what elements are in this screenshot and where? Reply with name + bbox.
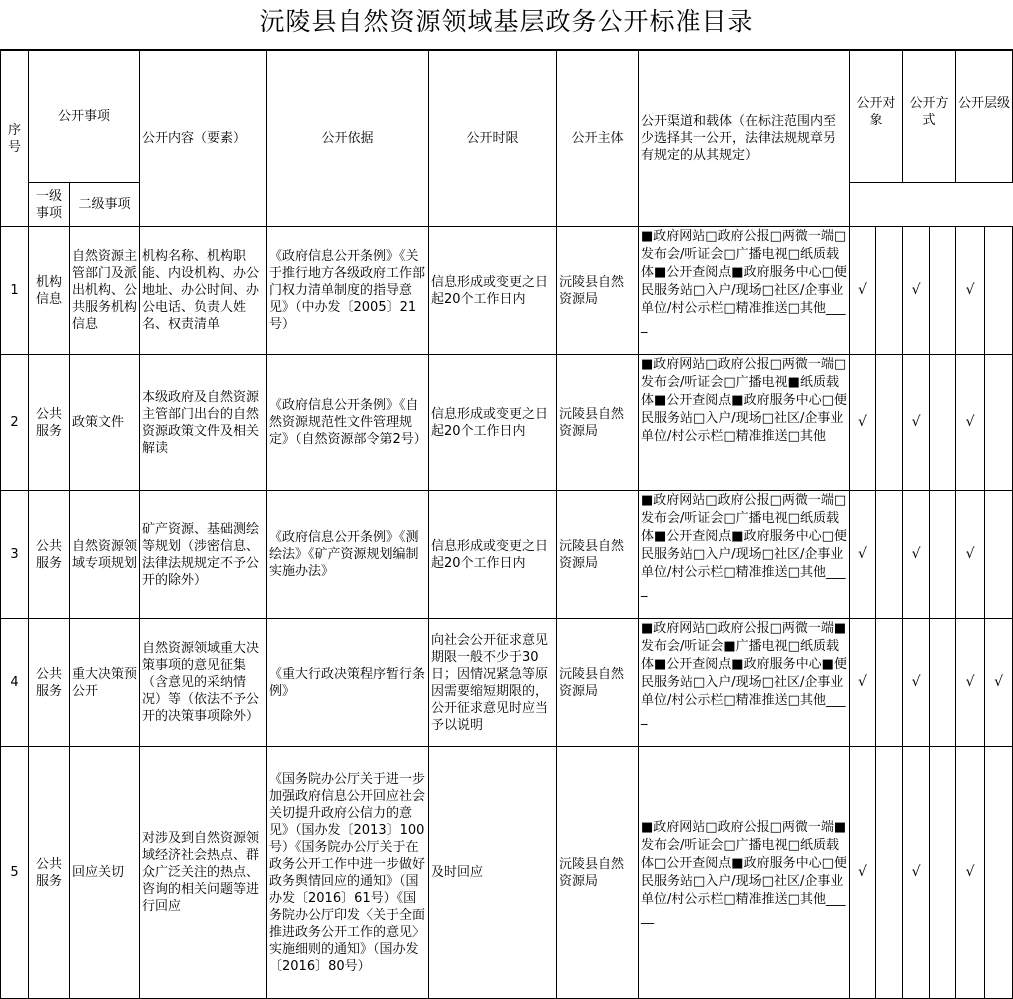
check-mark [876, 227, 903, 355]
row-seq: 1 [1, 227, 29, 355]
row-seq: 3 [1, 491, 29, 619]
row-basis: 《国务院办公厅关于进一步加强政府信息公开回应社会关切提升政府公信力的意见》（国办发〔2013〕100号）《国务院办公厅关于在政务公开工作中进一步做好政务舆情回应的通知》（国办发〔2016〕61号）《国务院办公厅印发〈关于全面推进政务公开工作的意见〉实施细则的通知》（国办发〔2016〕80号） [267, 747, 429, 999]
row-channel: ■政府网站□政府公报□两微一端■发布会/听证会■广播电视□纸质载体■公开查阅点■政府服务中心■便民服务站□入户/现场□社区/企事业单位/村公示栏□精准推送□其他____ [639, 619, 850, 747]
row-basis: 《政府信息公开条例》《自然资源规范性文件管理规定》（自然资源部令第2号） [267, 355, 429, 491]
row-channel: ■政府网站□政府公报□两微一端□发布会/听证会□广播电视□纸质载体■公开查阅点■政府服务中心□便民服务站□入户/现场□社区/企事业单位/村公示栏□精准推送□其他____ [639, 227, 850, 355]
check-mark [930, 355, 956, 491]
row-channel: ■政府网站□政府公报□两微一端□发布会/听证会□广播电视□纸质载体■公开查阅点■政府服务中心□便民服务站□入户/现场□社区/企事业单位/村公示栏□精准推送□其他____ [639, 491, 850, 619]
row-level2: 回应关切 [70, 747, 140, 999]
row-level2: 自然资源主管部门及派出机构、公共服务机构信息 [70, 227, 140, 355]
catalog-table [0, 50, 1013, 999]
check-mark [876, 355, 903, 491]
check-mark [876, 491, 903, 619]
row-subject: 沅陵县自然资源局 [557, 227, 639, 355]
check-mark [876, 619, 903, 747]
check-mark: √ [956, 491, 985, 619]
check-mark: √ [903, 227, 930, 355]
row-channel: ■政府网站□政府公报□两微一端□发布会/听证会□广播电视■纸质载体■公开查阅点■政府服务中心□便民服务站□入户/现场□社区/企事业单位/村公示栏□精准推送□其他 [639, 355, 850, 491]
check-mark: √ [850, 491, 876, 619]
header-basis: 公开依据 [267, 51, 429, 227]
header-subject: 公开主体 [557, 51, 639, 227]
table-row [1, 619, 1013, 747]
check-mark: √ [956, 747, 985, 999]
table-row [1, 491, 1013, 619]
check-mark: √ [850, 619, 876, 747]
row-content: 对涉及到自然资源领域经济社会热点、群众广泛关注的热点、咨询的相关问题等进行回应 [140, 747, 267, 999]
check-mark [985, 355, 1013, 491]
row-content: 自然资源领域重大决策事项的意见征集（含意见的采纳情况）等（依法不予公开的决策事项除外） [140, 619, 267, 747]
row-level1: 公共服务 [29, 747, 70, 999]
check-mark: √ [850, 227, 876, 355]
page-title: 沅陵县自然资源领域基层政务公开标准目录 [0, 0, 1013, 50]
check-mark [930, 491, 956, 619]
row-subject: 沅陵县自然资源局 [557, 747, 639, 999]
header-method: 公开方式 [903, 51, 956, 183]
row-content: 机构名称、机构职能、内设机构、办公地址、办公时间、办公电话、负责人姓名、权责清单 [140, 227, 267, 355]
row-level1: 机构信息 [29, 227, 70, 355]
row-subject: 沅陵县自然资源局 [557, 355, 639, 491]
header-row-1 [1, 51, 1013, 183]
check-mark [876, 747, 903, 999]
row-content: 本级政府及自然资源主管部门出台的自然资源政策文件及相关解读 [140, 355, 267, 491]
check-mark [930, 619, 956, 747]
row-channel: ■政府网站□政府公报□两微一端■发布会/听证会□广播电视□纸质载体□公开查阅点■政府服务中心□便民服务站□入户/现场□社区/企事业单位/村公示栏□精准推送□其他_____ [639, 747, 850, 999]
table-row [1, 227, 1013, 355]
row-time: 信息形成或变更之日起20个工作日内 [429, 227, 557, 355]
header-level: 公开层级 [956, 51, 1013, 183]
row-time: 向社会公开征求意见期限一般不少于30日；因情况紧急等原因需要缩短期限的，公开征求意见时应当予以说明 [429, 619, 557, 747]
check-mark: √ [903, 355, 930, 491]
row-subject: 沅陵县自然资源局 [557, 619, 639, 747]
row-level2: 自然资源领域专项规划 [70, 491, 140, 619]
row-seq: 2 [1, 355, 29, 491]
check-mark: √ [956, 619, 985, 747]
check-mark [985, 747, 1013, 999]
check-mark: √ [985, 619, 1013, 747]
header-content: 公开内容（要素） [140, 51, 267, 227]
row-time: 信息形成或变更之日起20个工作日内 [429, 355, 557, 491]
row-subject: 沅陵县自然资源局 [557, 491, 639, 619]
row-seq: 4 [1, 619, 29, 747]
row-basis: 《政府信息公开条例》《关于推行地方各级政府工作部门权力清单制度的指导意见》（中办发〔2005〕21号） [267, 227, 429, 355]
check-mark: √ [956, 227, 985, 355]
header-item: 公开事项 [29, 51, 140, 183]
table-row [1, 747, 1013, 999]
row-time: 信息形成或变更之日起20个工作日内 [429, 491, 557, 619]
row-time: 及时回应 [429, 747, 557, 999]
row-content: 矿产资源、基础测绘等规划（涉密信息、法律法规规定不予公开的除外） [140, 491, 267, 619]
row-level2: 政策文件 [70, 355, 140, 491]
header-target: 公开对象 [850, 51, 903, 183]
row-seq: 5 [1, 747, 29, 999]
row-level1: 公共服务 [29, 619, 70, 747]
check-mark [985, 227, 1013, 355]
header-channel: 公开渠道和载体（在标注范围内至少选择其一公开，法律法规规章另有规定的从其规定） [639, 51, 850, 227]
header-level2: 二级事项 [70, 183, 140, 227]
table-row [1, 355, 1013, 491]
check-mark: √ [850, 355, 876, 491]
row-level2: 重大决策预公开 [70, 619, 140, 747]
check-mark [985, 491, 1013, 619]
header-time: 公开时限 [429, 51, 557, 227]
check-mark: √ [903, 747, 930, 999]
check-mark [930, 227, 956, 355]
check-mark [930, 747, 956, 999]
row-basis: 《重大行政决策程序暂行条例》 [267, 619, 429, 747]
check-mark: √ [903, 619, 930, 747]
check-mark: √ [850, 747, 876, 999]
header-level1: 一级事项 [29, 183, 70, 227]
row-level1: 公共服务 [29, 355, 70, 491]
row-basis: 《政府信息公开条例》《测绘法》《矿产资源规划编制实施办法》 [267, 491, 429, 619]
header-seq: 序号 [1, 51, 29, 227]
check-mark: √ [956, 355, 985, 491]
row-level1: 公共服务 [29, 491, 70, 619]
check-mark: √ [903, 491, 930, 619]
